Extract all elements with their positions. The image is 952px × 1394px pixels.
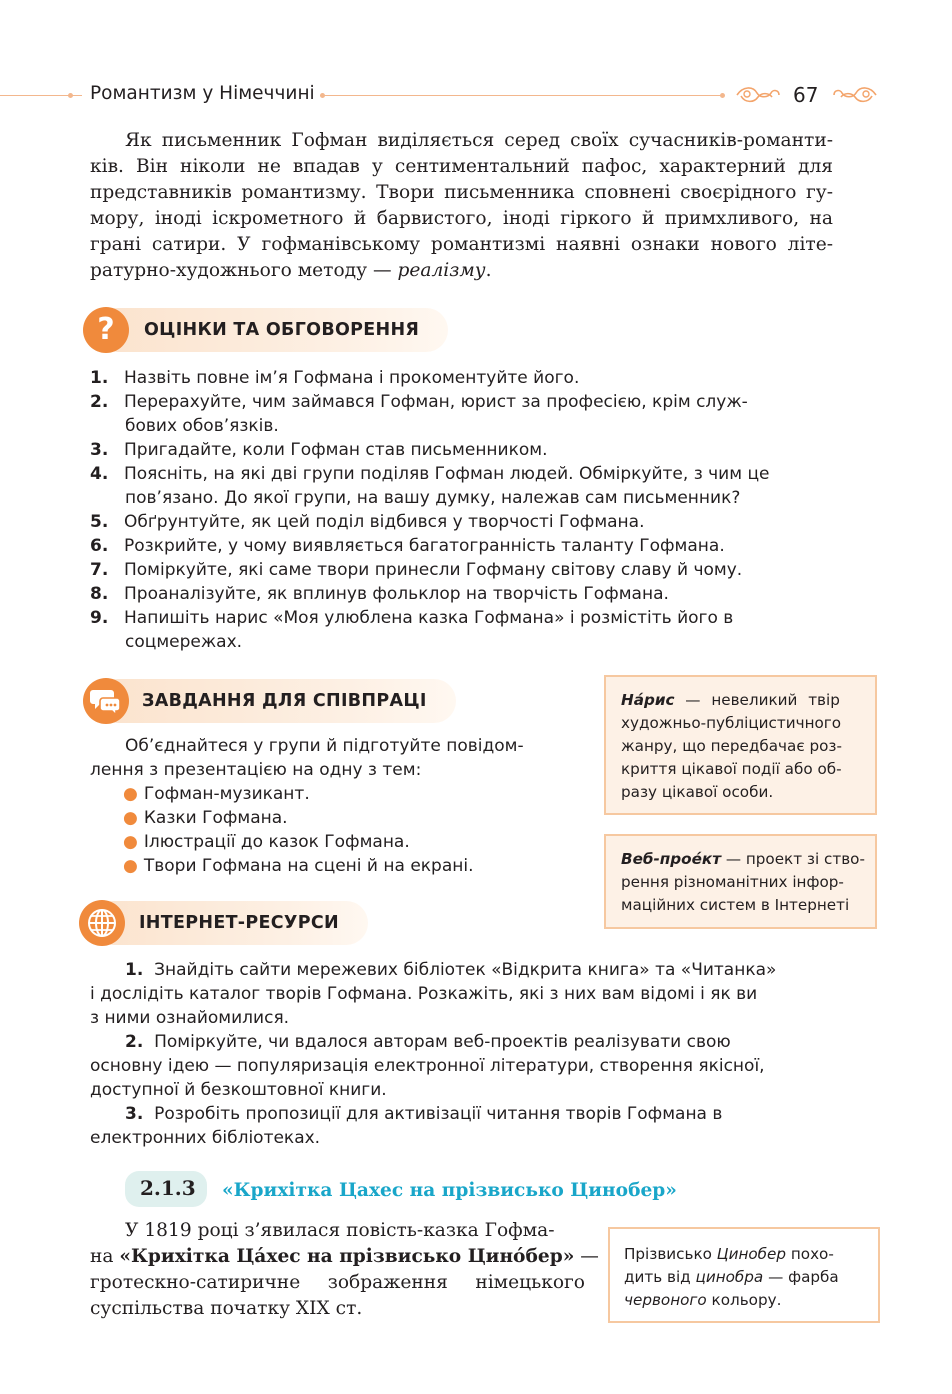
header-dot: [68, 93, 73, 98]
text-line: суспільства початку XIX ст.: [90, 1298, 363, 1319]
item-text: Поміркуйте, які саме твори принесли Гофману світову славу й чому.: [124, 560, 743, 580]
text-line: представників романтизму. Твори письменника сповнені своєрідного гу-: [90, 182, 833, 203]
text-fragment: на: [90, 1246, 120, 1267]
bullet-text: Казки Гофмана.: [143, 808, 288, 828]
list-item: [125, 1030, 731, 1054]
item-number: 9.: [90, 608, 109, 628]
list-item: [90, 462, 770, 486]
definition-line: разу цікавої особи.: [621, 783, 774, 801]
section-title: ІНТЕРНЕТ-РЕСУРСИ: [139, 913, 339, 933]
ornament-left-icon: [735, 84, 781, 106]
bullet-dot-icon: ●: [123, 856, 138, 876]
item-text: Розробіть пропозиції для активізації читання творів Гофмана в: [154, 1104, 723, 1124]
definition-line: рення різноманітних інфор-: [621, 873, 844, 891]
item-number: 6.: [90, 536, 109, 556]
running-head-title: Романтизм у Німеччині: [90, 83, 315, 104]
definition-line: [621, 848, 875, 871]
item-text: Проаналізуйте, як вплинув фольклор на творчість Гофмана.: [124, 584, 669, 604]
bullet-item: [123, 830, 410, 854]
definition-line: криття цікавої події або об-: [621, 760, 842, 778]
item-text: Пригадайте, коли Гофман став письменником.: [124, 440, 548, 460]
item-text: основну ідею — популяризація електронної літератури, створення якісної,: [90, 1056, 765, 1076]
item-number: 1.: [125, 960, 144, 980]
item-text: доступної й безкоштовної книги.: [90, 1080, 387, 1100]
header-rule-middle: [320, 95, 722, 96]
work-title: «Крихітка Ца́хес на прізвисько Цино́бер»: [119, 1246, 575, 1267]
text-fragment: ратурно-художнього методу —: [90, 260, 398, 281]
note-emphasis: цинобра: [695, 1268, 764, 1286]
text-line: лення з презентацією на одну з тем:: [90, 760, 422, 780]
emphasis-term: реалізму: [397, 260, 486, 281]
subsection-number: 2.1.3: [140, 1176, 196, 1200]
list-item: [125, 958, 776, 982]
item-text: соцмережах.: [125, 632, 243, 652]
text-line: мору, іноді іскрометного й барвистого, іноді гіркого й примхливого, на: [90, 208, 833, 229]
definition-text: — проект зі ство-: [721, 850, 865, 868]
item-number: 1.: [90, 368, 109, 388]
item-text: з ними ознайомилися.: [90, 1008, 290, 1028]
ornament-right-icon: [832, 84, 878, 106]
list-item: [90, 582, 669, 606]
definition-line: [621, 689, 875, 712]
note-text: Прізвисько: [624, 1245, 717, 1263]
item-number: 8.: [90, 584, 109, 604]
item-text: Поясніть, на які дві групи поділяв Гофман людей. Обміркуйте, з чим це: [124, 464, 770, 484]
item-text: Напишіть нарис «Моя улюблена казка Гофмана» і розмістіть його в: [124, 608, 734, 628]
item-number: 5.: [90, 512, 109, 532]
note-line: [624, 1243, 878, 1266]
definition-line: жанру, що передбачає роз-: [621, 737, 842, 755]
text-line: [90, 1244, 599, 1270]
note-text: дить від: [624, 1268, 696, 1286]
bullet-item: [123, 806, 288, 830]
definition-box-webproject: [604, 834, 877, 929]
item-number: 3.: [90, 440, 109, 460]
item-text: Поміркуйте, чи вдалося авторам веб-проектів реалізувати свою: [154, 1032, 731, 1052]
text-fragment: .: [485, 260, 492, 281]
definition-text: — невеликий твір: [674, 691, 840, 709]
item-number: 7.: [90, 560, 109, 580]
intro-paragraph: [90, 128, 833, 284]
text-line: гротескно-сатиричне зображення німецького: [90, 1272, 585, 1293]
note-text: похо-: [786, 1245, 834, 1263]
definition-box-naris: [604, 675, 877, 815]
note-box-nickname: [608, 1227, 880, 1323]
bullet-text: Гофман-музикант.: [143, 784, 310, 804]
subsection-title: «Крихітка Цахес на прізвисько Цинобер»: [222, 1180, 677, 1201]
definition-line: маційних систем в Інтернеті: [621, 896, 850, 914]
list-item: [90, 558, 742, 582]
text-line: [90, 258, 833, 284]
header-dot: [720, 93, 725, 98]
note-text: — фарба: [763, 1268, 839, 1286]
item-text: Обґрунтуйте, як цей поділ відбився у творчості Гофмана.: [124, 512, 645, 532]
text-fragment: —: [574, 1246, 599, 1267]
note-line: [624, 1289, 878, 1312]
defined-term: Веб-прое́кт: [621, 850, 721, 868]
bullet-item: [123, 854, 474, 878]
list-item: [90, 366, 579, 390]
section-title: ЗАВДАННЯ ДЛЯ СПІВПРАЦІ: [142, 691, 427, 711]
text-line: ків. Він ніколи не впадав у сентиментальний пафос, характерний для: [90, 156, 833, 177]
bullet-dot-icon: ●: [123, 784, 138, 804]
item-number: 2.: [125, 1032, 144, 1052]
text-line: У 1819 році з’явилася повість-казка Гофма-: [125, 1220, 555, 1241]
item-text: Перерахуйте, чим займався Гофман, юрист за професією, крім служ-: [124, 392, 748, 412]
bullet-text: Твори Гофмана на сцені й на екрані.: [143, 856, 474, 876]
definition-line: художньо-публіцистичного: [621, 714, 842, 732]
question-icon: ?: [83, 307, 129, 353]
note-emphasis: червоного: [624, 1291, 707, 1309]
chat-bubbles-icon: [83, 678, 129, 724]
list-item: [125, 1102, 722, 1126]
section-title: ОЦІНКИ ТА ОБГОВОРЕННЯ: [144, 320, 420, 340]
defined-term: На́рис: [621, 691, 675, 709]
note-emphasis: Цинобер: [716, 1245, 787, 1263]
item-text: електронних бібліотеках.: [90, 1128, 321, 1148]
item-number: 4.: [90, 464, 109, 484]
note-line: [624, 1266, 878, 1289]
bullet-dot-icon: ●: [123, 832, 138, 852]
item-text: і дослідіть каталог творів Гофмана. Розкажіть, які з них вам відомі і як ви: [90, 984, 758, 1004]
item-number: 2.: [90, 392, 109, 412]
text-line: Об’єднайтеся у групи й підготуйте повідом-: [125, 736, 524, 756]
text-line: грані сатири. У гофманівському романтизмі наявні ознаки нового літе-: [90, 234, 833, 255]
list-item: [90, 534, 725, 558]
list-item: [90, 606, 733, 630]
item-text: Назвіть повне ім’я Гофмана і прокоментуйте його.: [124, 368, 580, 388]
list-item: [90, 510, 645, 534]
bullet-text: Ілюстрації до казок Гофмана.: [143, 832, 410, 852]
list-item: [90, 438, 548, 462]
note-text: кольору.: [706, 1291, 782, 1309]
item-number: 3.: [125, 1104, 144, 1124]
bullet-dot-icon: ●: [123, 808, 138, 828]
item-text: бових обов’язків.: [125, 416, 279, 436]
text-line: Як письменник Гофман виділяється серед своїх сучасників-романти-: [125, 130, 833, 151]
bullet-item: [123, 782, 310, 806]
item-text: Знайдіть сайти мережевих бібліотек «Відкрита книга» та «Читанка»: [154, 960, 777, 980]
list-item: [90, 390, 748, 414]
item-text: пов’язано. До якої групи, на вашу думку, належав сам письменник?: [125, 488, 741, 508]
page-number: 67: [793, 83, 819, 107]
item-text: Розкрийте, у чому виявляється багатогранність таланту Гофмана.: [124, 536, 725, 556]
globe-icon: [79, 900, 125, 946]
